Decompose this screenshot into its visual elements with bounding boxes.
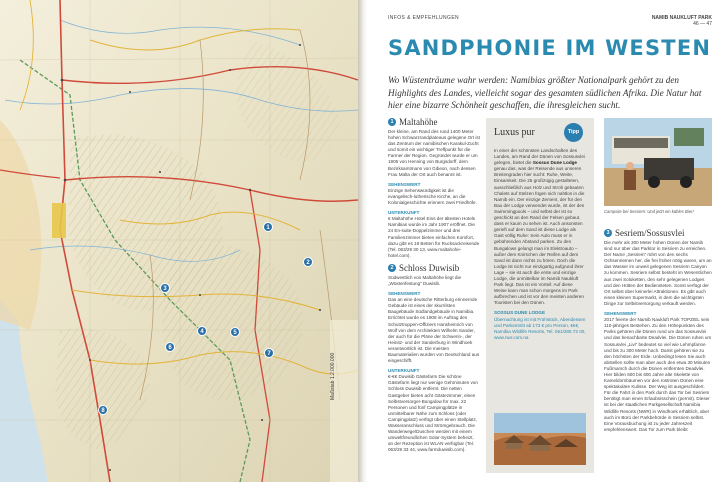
page-gutter <box>358 0 368 482</box>
article-lead: Wo Wüstenträume wahr werden: Namibias größter Nationalpark gehört zu den Highlights des Landes, vielleicht sogar des gesamten südlichen Afrika. Die Natur hat hier eine bizarre Schönheit geschaffen, die ihresgleichen sucht. <box>388 75 702 110</box>
map-marker-5[interactable]: 5 <box>230 327 240 337</box>
sights-text: 2017 feierte der Namib Naukluft Park TOPZIEL sein 110-jähriges Bestehen. Zu den Höhepunkten des Parks gehören die Dünen rund um das Sossusvlei und das benachbarte Deadvlei. Die Dünen ruhen um Sossusvlei „Livi“ bedeutet so viel wie Lehmpfanne und bis zu 300 Meter hoch. Damit gehören sie zu den höchsten der Erde. Unbedingt lesen Sie auch abstellen sollte man aber auch den etwa 30 Minuten Fußmarsch durch die Dünen entfernten Deadvlei. Hier bilden 500 bis 600 Jahre alte Skelette von Kameldornbäumen vor den rostroten Dünen eine spektakuläre Kulisse. Der Weg ist ausgeschildert. Für die Fahrt in den Park durch das Tor bei Sesriem benötigt man einen Erlaubnisschein (permit). Dieser ist bei der staatlichen Parkgesellschaft Namibia Wildlife Resorts (NWR) in Windhoek erhältlich, aber auch im Büro der Parkbehörde in Sesriem selbst. Eine Vorausbuchung ist zu jeder Jahreszeit empfehlenswert. Das Tor zum Park bleibt <box>604 317 712 432</box>
page-number: 46 — 47 <box>693 21 712 27</box>
sights-heading: SEHENSWERT <box>388 181 421 187</box>
map-marker-3[interactable]: 3 <box>160 283 170 293</box>
park-name: NAMIB NAUKLUFT PARK <box>651 15 712 21</box>
map-marker-6[interactable]: 6 <box>165 342 175 352</box>
lodge-address: Übernachtung ist mit Frühstück, Abendessen und Parkeintritt ab 173 € pro Person, €€€, Namibia Wildlife Resorts, Tel. 061/285 72 00, www.nwr.com.na <box>494 316 586 340</box>
tip-box-body <box>494 148 586 341</box>
stay-text: €-€€ Duwisib Gästefarm Die schöne Gästefarm liegt nur wenige Gehminuten von Schloss Duwisib entfernt. Die netten Gastgeber bieten acht Gästezimmer, einen Selbstversorger-Bungalow für max. 22 Personen und fünf Campingplätze in unmittelbarer Nähe zum Schloss (oder Campingplatz) verfügt über einen Stellplatz, Wasseranschluss und Strömgebrauch. Die Wanderwege/Duschen werden mit einem umweltfreundlichen Solar-System beheizt, an der Rezeption ist WLAN verfügbar (Tel. 063/29 33 44, www.farmduwisib.com). <box>388 374 478 453</box>
section-title: Schloss Duwisib <box>399 262 460 273</box>
campsite-photo-caption: Campsite bei Sesriem: Und jetzt ein kühles Bier! <box>604 209 694 214</box>
lodge-name-inline: Sossus Dune Lodge <box>532 160 577 166</box>
column-right <box>604 229 712 435</box>
tip-text: In einer der schönsten Landschaften des Landes, am Rand der Dünen von Sossusvlei gelegen, bietet die <box>494 148 585 166</box>
map-graphic <box>0 0 358 482</box>
section-number-badge: 3 <box>604 229 612 237</box>
section-title: Maltahöhe <box>399 116 438 127</box>
map-marker-2[interactable]: 2 <box>303 257 313 267</box>
section-title: Sesriem/Sossusvlei <box>615 227 685 238</box>
article-title: SANDPHONIE IM WESTEN <box>388 36 712 60</box>
tip-box-title: Luxus pur <box>494 127 535 138</box>
section-label: INFOS & EMPFEHLUNGEN <box>388 15 460 21</box>
sights-heading: SEHENSWERT <box>388 291 421 297</box>
sights-text: Das an eine deutsche Ritterburg erinnernde Gebäude ist eines der skurrilsten Baugebäude Südlandgebäude in Namibia. Errichtet wurde es 1908 im Auftrag des Schutztruppen-Offiziers Hansheinrich von Wolf von dem Architekten Wilhelm Sander, der auch für die Pläne der Schwerin-, der Heinitz- und der Sanderburg in Windhoek verantwortlich ist. Die meisten Baumaterialien wurden von Deutschland aus eingeschifft. <box>388 297 480 364</box>
sights-text: Einzige Sehenswürdigkeit ist die evangelisch-lutherische Kirche, an die Kolonialgeschichte erinnern zwei Friedhöfe. <box>388 187 477 206</box>
stay-text: € Maltahöhe Hotel Eins der ältesten Hotels Namibias wurde im Jahr 1907 eröffnet. Die 24 En-suite-Doppelzimmer und drei Familienzimmer bieten einfachen Komfort, dazu gibt es 18 Betten für Rucksackreisende (Tel. 063/29 30 13, www.maltahohe-hotel.com). <box>388 216 480 258</box>
column-left <box>388 118 480 456</box>
map-panel <box>0 0 358 482</box>
map-marker-7[interactable]: 7 <box>264 348 274 358</box>
lodge-photo <box>494 413 586 465</box>
running-head <box>652 15 712 27</box>
tip-badge: Tipp <box>564 123 583 142</box>
sights-heading: SEHENSWERT <box>604 311 637 317</box>
map-marker-8[interactable]: 8 <box>98 405 108 415</box>
section-heading-sesriem <box>604 229 712 237</box>
campsite-photo <box>604 118 712 206</box>
stay-heading: UNTERKUNFT <box>388 368 420 374</box>
section-heading-maltahoehe <box>388 118 480 126</box>
stay-heading: UNTERKUNFT <box>388 210 420 216</box>
map-marker-4[interactable]: 4 <box>197 326 207 336</box>
tip-text-cont: genau das, was der Reisende aus unseren Breitengraden hier sucht: Ruhe, Weite, Einsamkeit. Die 25 großzügig gestalteten, ausschließlich aus Holz und Stroh gebauten Chalets auf Stelzen fügen sich nahtlos in die Namib ein. Der einzige Zement, der für den Bau der Lodge verwendet wurde, ist der des Swimmingpools – und selbst der ist so geschickt an den Rand der Felsen gebaut, dass er kaum zu sehen ist. Auch ansonsten gerieft auf dem Sand ist diese Lodge als Gast völlig Ruhe: Sein Auto muss er in gebührenden Abstand parken. Zu den Bungalows gelangt man im Elektroauto – außer dem Knirschen der Reifen auf dem Sand ist dann nichts zu hören. Doch die Lodge ist nicht nur einzigartig aufgrund ihrer Lage – sie ist auch die erste und einzige Lodge, die unmittelbar im Namib Naukluft Park liegt. Das ist ein Vorteil: Auf diese Weise kann man schon morgens im Park aufbrechen und ist vor den meisten anderen Touristen bei den Dünen. <box>494 166 585 306</box>
section-number-badge: 1 <box>388 118 396 126</box>
section-text: Der kleine, am Rand des rund 1400 Meter hohen Schwarzrandplateaus gelegene Ort ist das Zentrum der namibischen Karakul-Zucht und somit ein wichtiger Treffpunkt für die Farmer der Region. Gegründet wurde er um 1905 von Henning von Burgsdorff, dem Bezirksamtmann von Gibeon, nach dessen Frau Malta der Ort auch benannt ist. <box>388 129 480 177</box>
map-marker-1[interactable]: 1 <box>263 222 273 232</box>
lodge-heading: SOSSUS DUNE LODGE <box>494 310 546 316</box>
tip-box <box>486 118 594 473</box>
section-text: Südwestlich von Maltahöhe liegt die „Wüstenfestung“ Duwisib. <box>388 274 462 286</box>
section-heading-duwisib <box>388 264 480 272</box>
section-number-badge: 2 <box>388 264 396 272</box>
section-text: Die mehr als 300 Meter hohen Dünen der Namib sind nur über das Parktor in Sesriem zu erreichen. Der Name „Sesriem“ rührt von den sechs Ochsenriemen her, die frei früher nötig waren, um an das Wasser im unweit gelegenen Sesriem Canyon zu kommen. Sesriem selbst besteht im Wesentlichen aus zwei Soloketten, den sehr gelegenen Lodges und den Hütten der Bediensteten. Sonst verfügt der Ort selbst über keinerlei Attraktionen. Es gibt auch einen kleinen Supermarkt, in dem die wichtigsten Dinge zur Selbstversorgung verkauft werden. <box>604 240 712 306</box>
map-scale-label: Maßstab 1:2.000.000 <box>330 352 336 400</box>
article-page <box>368 0 720 482</box>
